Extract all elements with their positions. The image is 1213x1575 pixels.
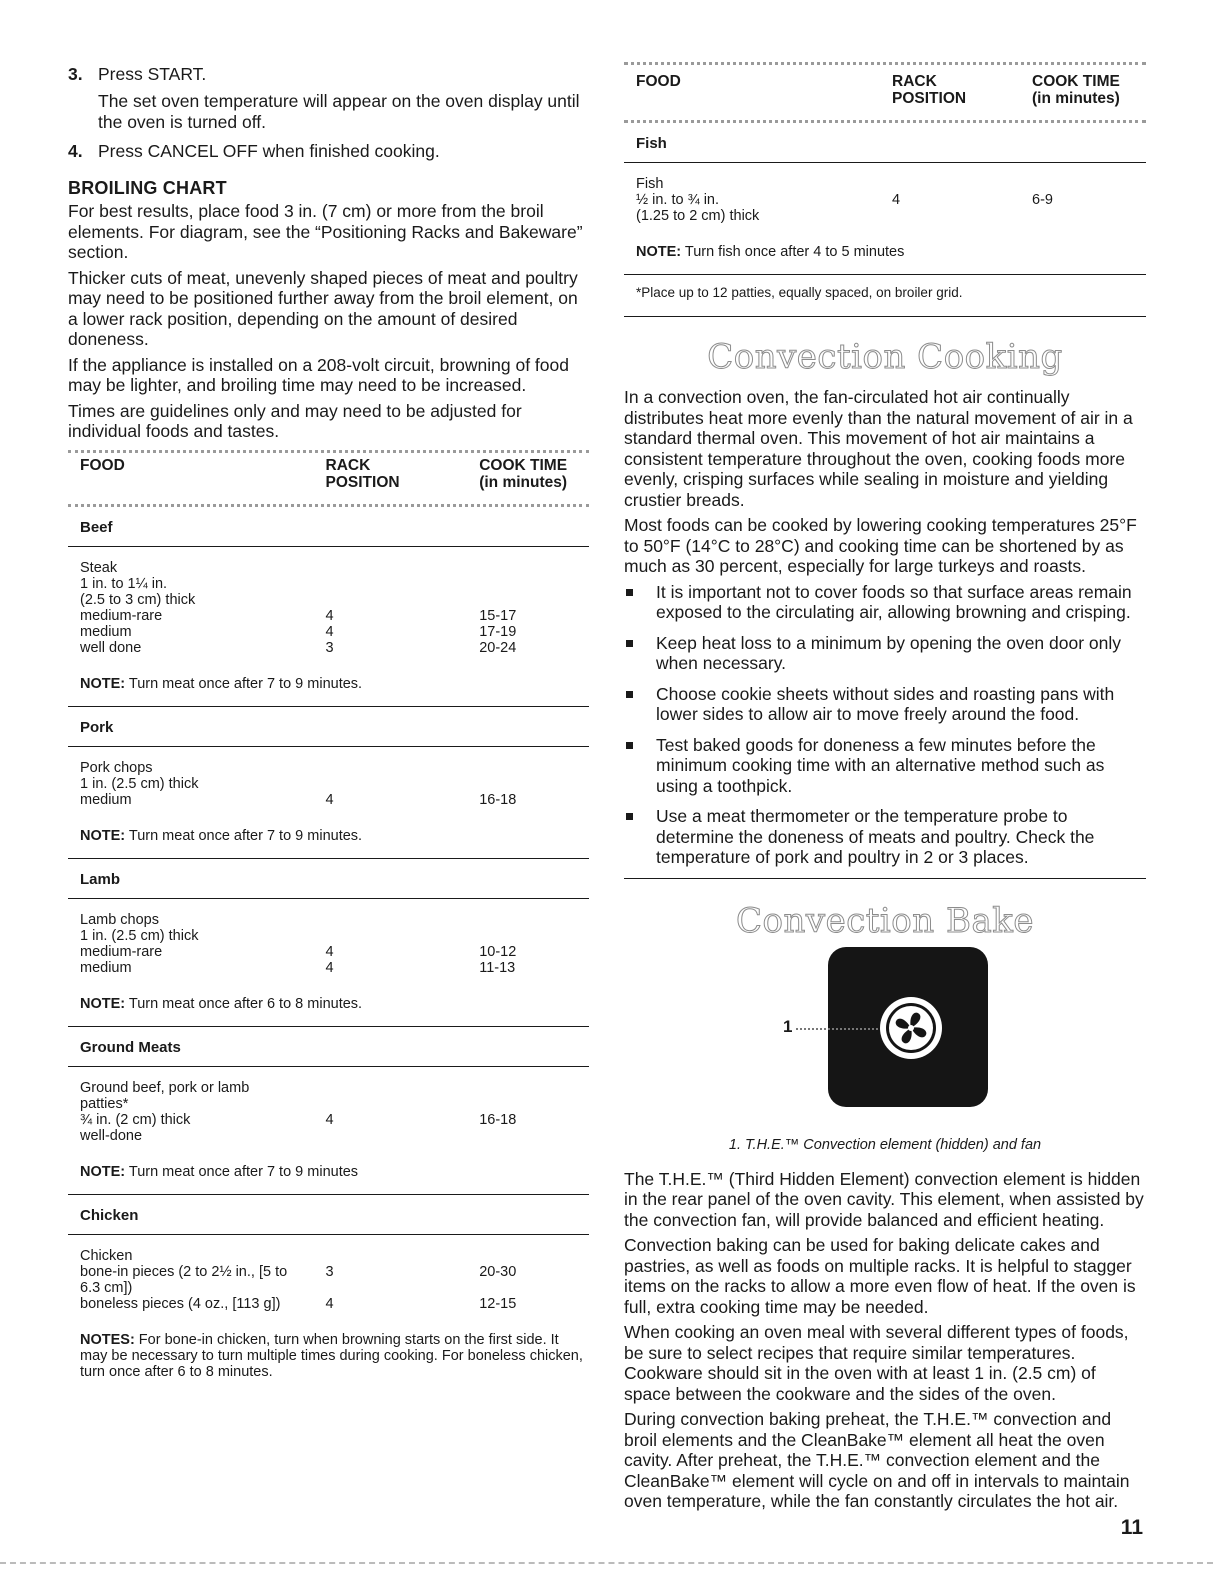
header-rack: RACK POSITION [892, 73, 967, 107]
bullet-icon [626, 640, 633, 647]
note-ground-meats [68, 1156, 589, 1195]
note-text: Turn meat once after 7 to 9 minutes. [125, 827, 363, 844]
note-label: NOTE: [80, 675, 126, 692]
food-cell: Fish ½ in. to ¾ in. (1.25 to 2 cm) thick [636, 176, 760, 224]
convection-bake-title: Convection Bake [736, 900, 1034, 941]
rack-cell: 4 [325, 791, 334, 808]
note-chicken [68, 1324, 589, 1394]
note-text: Turn fish once after 4 to 5 minutes [681, 244, 905, 260]
convection-paragraph: Most foods can be cooked by lowering cooking temperatures 25°F to 50°F (14°C to 28°C) and cooking time can be shortened by as much as 30 percent, especially for large turkeys and roasts. [624, 515, 1137, 576]
rack-cell: 4 4 3 [325, 607, 334, 656]
bullet-icon [626, 813, 633, 820]
food-cell: Steak 1 in. to 1¼ in. (2.5 to 3 cm) thick medium-rare medium well done [80, 559, 196, 656]
callout-number: 1 [783, 1016, 793, 1036]
list-item: Use a meat thermometer or the temperature probe to determine the doneness of meats and poultry. Check the temperature of pork and poultry in 2 or 3 places. [624, 806, 1146, 868]
convection-paragraph: In a convection oven, the fan-circulated hot air continually distributes heat more evenly than the natural movement of air in a standard thermal oven. This movement of hot air maintains a consistent temperature throughout the oven, cooking foods more evenly, crisping surfaces while sealing in moisture and yielding crustier breads. [624, 387, 1133, 510]
category-fish: Fish [624, 123, 1146, 163]
food-row-beef [68, 547, 589, 668]
fan-icon [878, 995, 944, 1061]
right-column [624, 0, 1146, 1517]
time-cell: 10-12 11-13 [479, 943, 517, 976]
food-row-ground-meats [68, 1067, 589, 1156]
food-row-chicken [68, 1235, 589, 1324]
food-row-pork [68, 747, 589, 820]
category-chicken: Chicken [68, 1195, 589, 1235]
convection-bake-paragraph: When cooking an oven meal with several different types of foods, be sure to select recipes that require similar temperatures. Cookware should sit in the oven with at least 1 in. (2.5 cm) of space between the cookware and the sides of the oven. [624, 1322, 1129, 1404]
list-item: It is important not to cover foods so that surface areas remain exposed to the circulating air, allowing browning and crisping. [624, 582, 1146, 623]
step-subtext: The set oven temperature will appear on the oven display until the oven is turned off. [98, 91, 580, 132]
note-beef [68, 668, 589, 707]
broiling-paragraph: For best results, place food 3 in. (7 cm) or more from the broil elements. For diagram, see the “Positioning Racks and Bakeware” section. [68, 201, 583, 262]
table-footnote: *Place up to 12 patties, equally spaced, on broiler grid. [624, 274, 1146, 317]
header-food: FOOD [636, 73, 681, 90]
food-row-fish [624, 163, 1146, 236]
category-pork: Pork [68, 707, 589, 747]
category-beef: Beef [68, 507, 589, 547]
time-cell: 16-18 [479, 791, 517, 808]
note-lamb [68, 988, 589, 1027]
rack-cell: 4 [892, 192, 901, 208]
bullet-icon [626, 742, 633, 749]
list-item: Test baked goods for doneness a few minutes before the minimum cooking time with an alternative method such as using a toothpick. [624, 735, 1146, 797]
broiling-paragraph: Times are guidelines only and may need to be adjusted for individual foods and tastes. [68, 400, 522, 441]
convection-bake-paragraph: The T.H.E.™ (Third Hidden Element) convection element is hidden in the rear panel of the oven cavity. This element, when assisted by the convection fan, will provide balanced and efficient heating. [624, 1168, 1144, 1230]
note-fish [624, 236, 1146, 274]
note-label: NOTE: [80, 1163, 126, 1180]
step-number: 4. [68, 141, 83, 161]
left-column [68, 0, 589, 1394]
step-4 [68, 141, 589, 162]
rack-cell: 4 [325, 1111, 334, 1128]
note-label: NOTE: [636, 244, 682, 260]
convection-bake-paragraph: Convection baking can be used for baking delicate cakes and pastries, as well as foods on multiple racks. It is helpful to stagger items on the racks to allow a more even flow of heat. If the oven is full, extra cooking time may be needed. [624, 1235, 1136, 1317]
time-cell: 15-17 17-19 20-24 [479, 607, 517, 656]
food-row-lamb [68, 899, 589, 988]
list-item: Keep heat loss to a minimum by opening the oven door only when necessary. [624, 633, 1146, 674]
header-food: FOOD [80, 456, 125, 474]
food-cell: Ground beef, pork or lamb patties* ¾ in. (2 cm) thick well-done [80, 1079, 250, 1144]
bullet-icon [626, 691, 633, 698]
note-label: NOTE: [80, 827, 126, 844]
step-text: Press CANCEL OFF when finished cooking. [98, 141, 440, 161]
time-cell: 16-18 [479, 1111, 517, 1128]
convection-fan-figure [624, 947, 1146, 1137]
time-cell: 6-9 [1032, 192, 1053, 208]
page-number: 11 [1120, 1516, 1143, 1539]
time-cell: 20-30 12-15 [479, 1263, 517, 1312]
rack-cell: 3 4 [325, 1263, 334, 1312]
note-label: NOTE: [80, 995, 126, 1012]
bullet-icon [626, 589, 633, 596]
convection-cooking-title: Convection Cooking [707, 337, 1063, 377]
category-ground-meats: Ground Meats [68, 1027, 589, 1067]
header-time: COOK TIME (in minutes) [479, 456, 568, 491]
convection-bake-paragraph: During convection baking preheat, the T.H.E.™ convection and broil elements and the CleanBake™ element all heat the oven cavity. After preheat, the T.H.E.™ convection element and the CleanBake™ element will cycle on and off in intervals to maintain oven temperature, while the fan constantly circulates the hot air. [624, 1409, 1130, 1511]
section-divider [624, 878, 1146, 879]
figure-caption: 1. T.H.E.™ Convection element (hidden) and fan [728, 1136, 1042, 1153]
step-text: Press START. [98, 64, 207, 84]
step-3 [68, 64, 589, 133]
header-time: COOK TIME (in minutes) [1032, 73, 1120, 107]
broiling-chart-heading: BROILING CHART [68, 178, 227, 198]
list-item: Choose cookie sheets without sides and roasting pans with lower sides to allow air to move freely around the food. [624, 684, 1146, 725]
step-number: 3. [68, 64, 83, 84]
food-cell: Pork chops 1 in. (2.5 cm) thick medium [80, 759, 199, 808]
note-text: Turn meat once after 7 to 9 minutes. [125, 675, 363, 692]
food-cell: Lamb chops 1 in. (2.5 cm) thick medium-rare medium [80, 911, 199, 976]
table-header [624, 65, 1146, 120]
food-cell: Chicken bone-in pieces (2 to 2½ in., [5 to 6.3 cm]) boneless pieces (4 oz., [113 g]) [80, 1247, 288, 1312]
header-rack: RACK POSITION [325, 456, 400, 491]
note-text: Turn meat once after 6 to 8 minutes. [125, 995, 363, 1012]
note-label: NOTES: [80, 1331, 135, 1348]
callout-line [796, 1028, 882, 1030]
convection-tips-list [624, 582, 1146, 868]
note-pork [68, 820, 589, 859]
note-text: For bone-in chicken, turn when browning starts on the first side. It may be necessary to turn multiple times during cooking. For boneless chicken, turn once after 6 to 8 minutes. [80, 1331, 583, 1380]
rack-cell: 4 4 [325, 943, 334, 976]
table-header [68, 453, 589, 504]
category-lamb: Lamb [68, 859, 589, 899]
broiling-paragraph: If the appliance is installed on a 208-volt circuit, browning of food may be lighter, and broiling time may need to be increased. [68, 354, 569, 395]
page-bottom-rule [0, 1562, 1213, 1564]
broiling-paragraph: Thicker cuts of meat, unevenly shaped pieces of meat and poultry may need to be positioned further away from the broil element, on a lower rack position, depending on the amount of desired doneness. [68, 267, 578, 349]
note-text: Turn meat once after 7 to 9 minutes [125, 1163, 359, 1180]
